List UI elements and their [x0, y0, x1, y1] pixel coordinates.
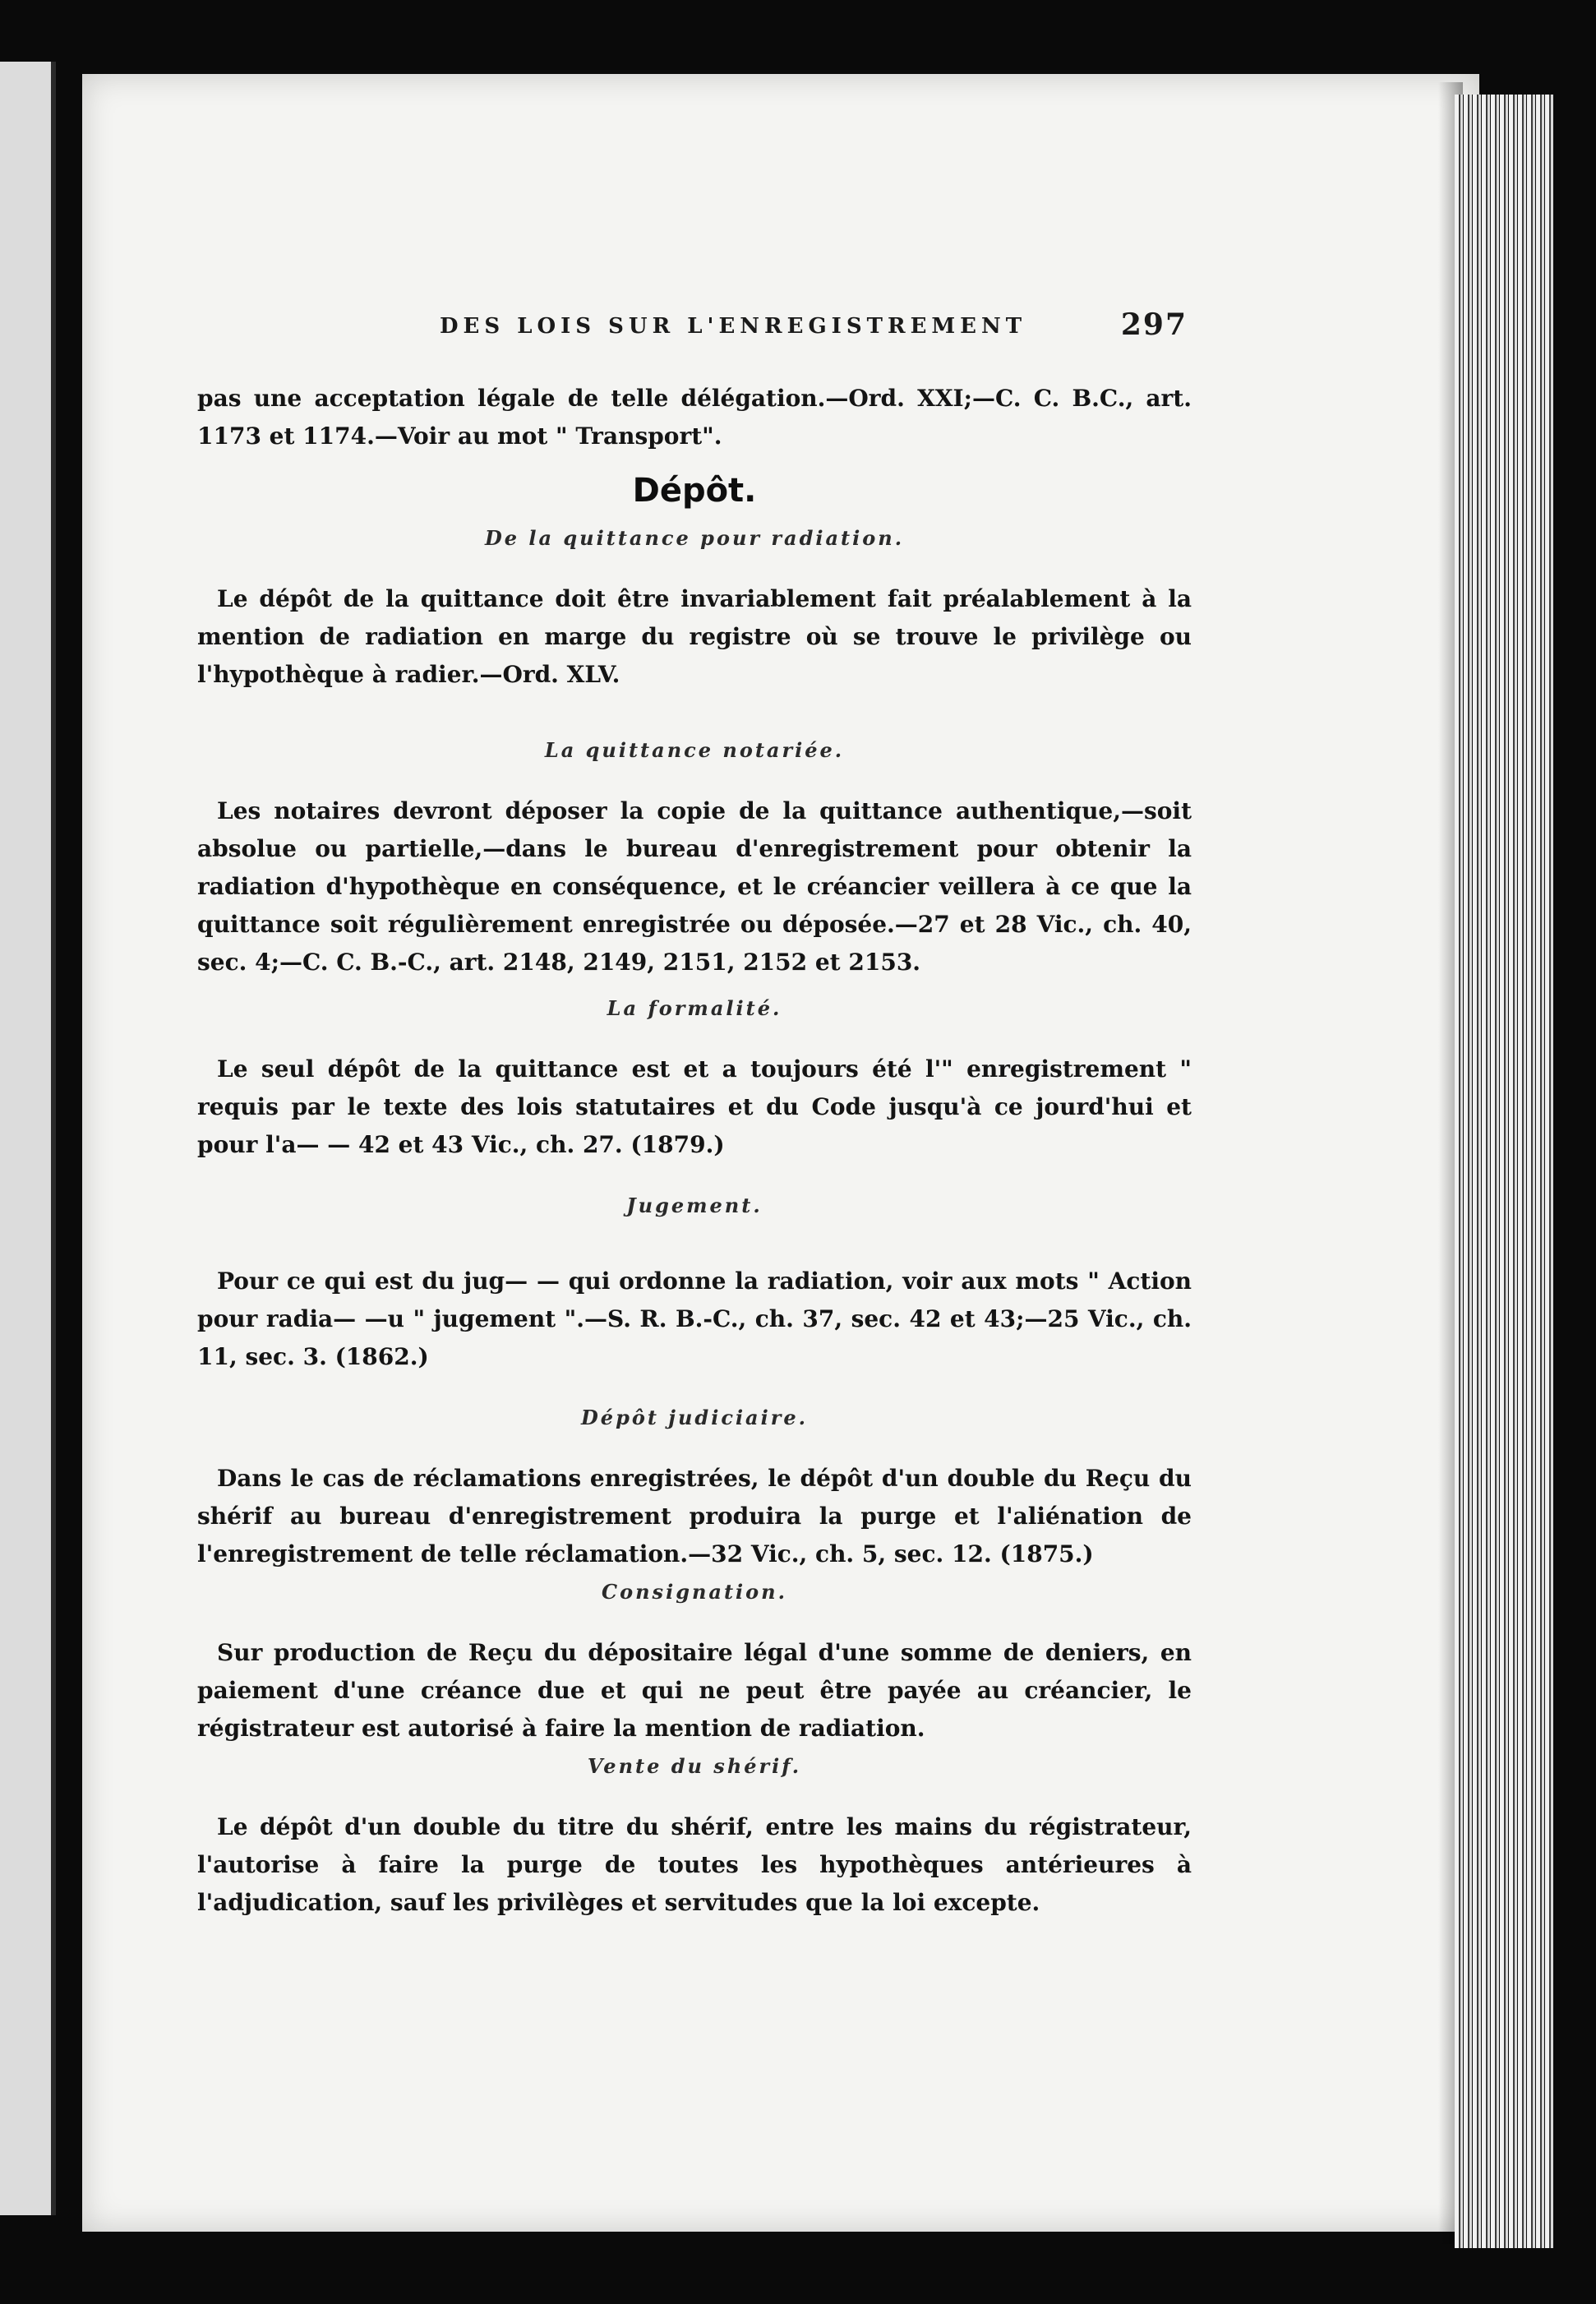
- paragraph-formalite: Le seul dépôt de la quittance est et a toujours été l'" enregistrement " requis par le texte des lois statutaires et du Code jusqu'à ce jourd'hui et pour l'a— — 42 et 43 Vic., ch. 27. (1879.): [197, 1055, 1192, 1158]
- page-stack-edge: [1455, 95, 1553, 2248]
- paragraph-vente-sherif: Le dépôt d'un double du titre du shérif, entre les mains du régistrateur, l'autorise à faire la purge de toutes les hypothèques antérieures à l'adjudication, sauf les privilèges et servitudes que la loi excepte.: [197, 1813, 1192, 1916]
- subtitle-depot-judiciaire: Dépôt judiciaire.: [580, 1406, 808, 1429]
- paragraph-quittance-notariee: Les notaires devront déposer la copie de la quittance authentique,—soit absolue ou partielle,—dans le bureau d'enregistrement pour obtenir la radiation d'hypothèque en conséquence, et le créancier veillera à ce que la quittance soit régulièrement enregistrée ou déposée.—27 et 28 Vic., ch. 40, sec. 4;—C. C. B.-C., art. 2148, 2149, 2151, 2152 et 2153.: [197, 797, 1192, 976]
- page-content: [197, 380, 1192, 1922]
- running-head: [197, 307, 1188, 355]
- paragraph-depot-judiciaire: Dans le cas de réclamations enregistrées, le dépôt d'un double du Reçu du shérif au bureau d'enregistrement produira la purge et l'aliénation de l'enregistrement de telle réclamation.—32 Vic., ch. 5, sec. 12. (1875.): [197, 1465, 1192, 1568]
- subtitle-quittance-radiation: De la quittance pour radiation.: [484, 526, 905, 550]
- running-title: DES LOIS SUR L'ENREGISTREMENT: [440, 314, 1027, 339]
- subtitle-vente-sherif: Vente du shérif.: [587, 1754, 802, 1778]
- subtitle-quittance-notariee: La quittance notariée.: [544, 738, 845, 762]
- paragraph-consignation: Sur production de Reçu du dépositaire légal d'une somme de deniers, en paiement d'une créance due et qui ne peut être payée au créancier, le régistrateur est autorisé à faire la mention de radiation.: [197, 1639, 1192, 1742]
- page-number: 297: [1120, 307, 1188, 342]
- subtitle-consignation: Consignation.: [602, 1580, 787, 1604]
- left-page-edge: [0, 62, 56, 2215]
- section-heading: Dépôt.: [632, 472, 757, 510]
- subtitle-formalite: La formalité.: [607, 996, 782, 1020]
- paragraph-jugement: Pour ce qui est du jug— — qui ordonne la radiation, voir aux mots " Action pour radia— —u " jugement ".—S. R. B.-C., ch. 37, sec. 42 et 43;—25 Vic., ch. 11, sec. 3. (1862.): [197, 1267, 1192, 1370]
- intro-paragraph: pas une acceptation légale de telle délégation.—Ord. XXI;—C. C. B.C., art. 1173 et 1174.—Voir au mot " Transport".: [197, 385, 1192, 450]
- paragraph-quittance-radiation: Le dépôt de la quittance doit être invariablement fait préalablement à la mention de radiation en marge du registre où se trouve le privilège ou l'hypothèque à radier.—Ord. XLV.: [197, 585, 1192, 688]
- subtitle-jugement: Jugement.: [626, 1194, 763, 1217]
